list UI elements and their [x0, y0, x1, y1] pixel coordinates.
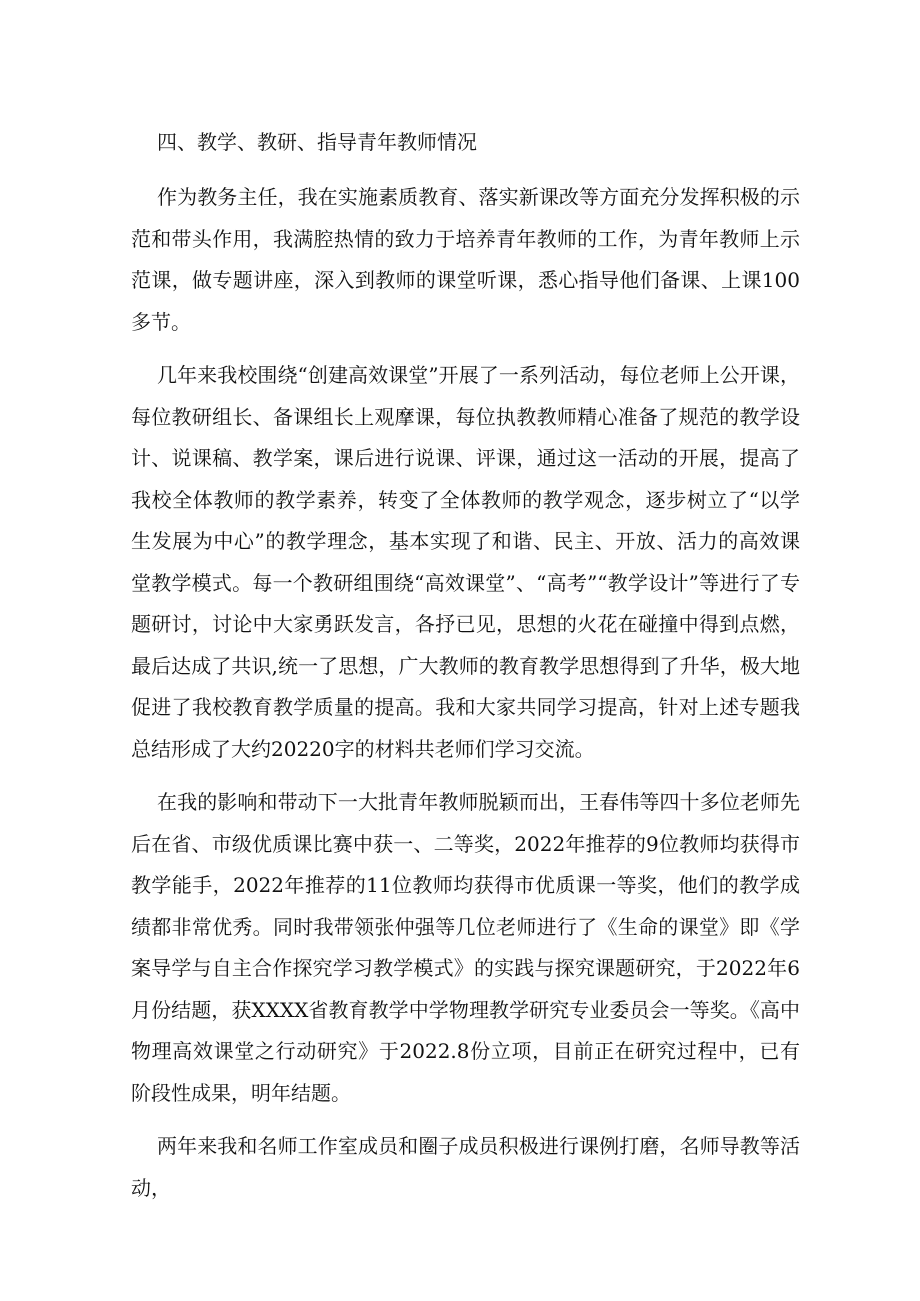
paragraph-2: 几年来我校围绕“创建高效课堂”开展了一系列活动，每位老师上公开课，每位教研组长、备课组长上观摩课，每位执教教师精心准备了规范的教学设计、说课稿、教学案，课后进行说课、评课，通过这一活动的开展，提高了我校全体教师的教学素养，转变了全体教师的教学观念，逐步树立了“以学生发展为中心”的教学理念，基本实现了和谐、民主、开放、活力的高效课堂教学模式。每一个教研组围绕“高效课堂”、“高考”“教学设计”等进行了专题研讨，讨论中大家勇跃发言，各抒已见，思想的火花在碰撞中得到点燃，最后达成了共识,统一了思想，广大教师的教育教学思想得到了升华，极大地促进了我校教育教学质量的提高。我和大家共同学习提高，针对上述专题我总结形成了大约20220字的材料共老师们学习交流。 [131, 363, 800, 761]
section-heading: 四、教学、教研、指导青年教师情况 [157, 130, 477, 154]
paragraph-3: 在我的影响和带动下一大批青年教师脱颖而出，王春伟等四十多位老师先后在省、市级优质课比赛中获一、二等奖，2022年推荐的9位教师均获得市教学能手，2022年推荐的11位教师均获得市优质课一等奖，他们的教学成绩都非常优秀。同时我带领张仲强等几位老师进行了《生命的课堂》即《学案导学与自主合作探究学习教学模式》的实践与探究课题研究，于2022年6月份结题，获XXXX省教育教学中学物理教学研究专业委员会一等奖。《高中物理高效课堂之行动研究》于2022.8份立项，目前正在研究过程中，已有阶段性成果，明年结题。 [131, 790, 800, 1105]
paragraph-4: 两年来我和名师工作室成员和圈子成员积极进行课例打磨，名师导教等活动， [131, 1134, 800, 1200]
paragraph-1: 作为教务主任，我在实施素质教育、落实新课改等方面充分发挥积极的示范和带头作用，我满腔热情的致力于培养青年教师的工作，为青年教师上示范课，做专题讲座，深入到教师的课堂听课，悉心指导他们备课、上课100多节。 [131, 185, 800, 334]
